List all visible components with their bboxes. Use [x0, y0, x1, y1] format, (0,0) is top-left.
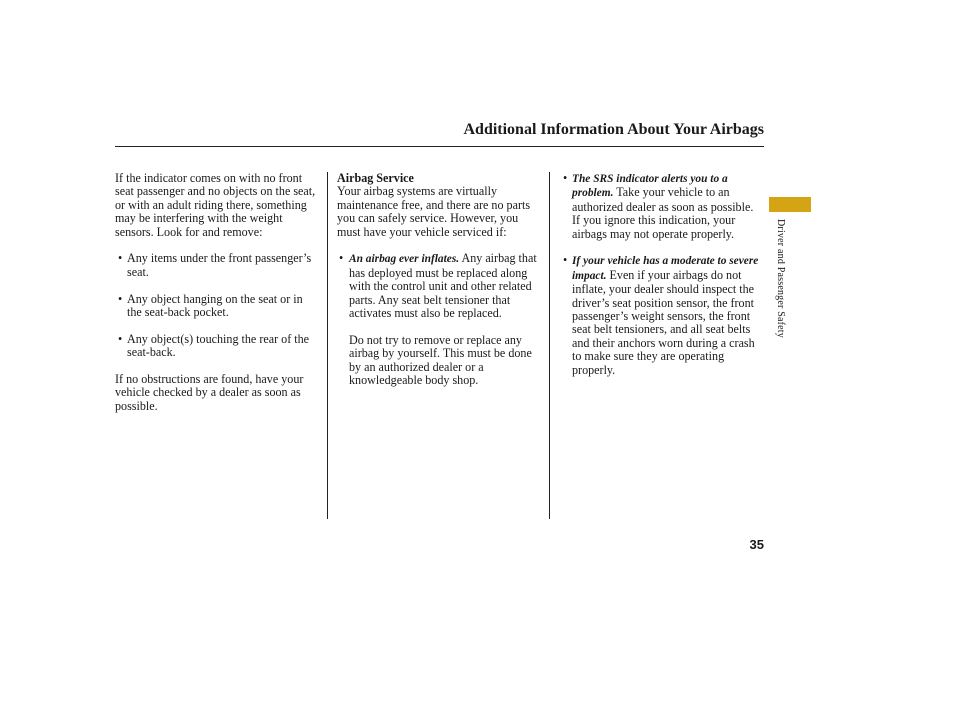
- column-2-intro: Your airbag systems are virtually maintenance free, and there are no parts you can safely service. However, you must have your vehicle serviced if:: [337, 184, 531, 239]
- bullet-icon: •: [118, 291, 123, 306]
- page-number: 35: [749, 537, 764, 552]
- column-2-followup: Do not try to remove or replace any airbag by yourself. This must be done by an authorized dealer or a knowledgeable body shop.: [349, 332, 532, 388]
- list-item-emphasis: An airbag ever inflates.: [349, 253, 460, 266]
- column-2: [337, 172, 543, 387]
- list-item: [564, 254, 759, 377]
- section-tab: [769, 197, 811, 212]
- list-item-text: Any items under the front passenger’s seat.: [127, 251, 312, 279]
- list-item-emphasis: If your vehicle has a moderate to severe impact.: [572, 255, 759, 282]
- list-item-text: Any object hanging on the seat or in the seat-back pocket.: [127, 291, 303, 320]
- list-item-text: Take your vehicle to an authorized dealer as soon as possible. If you ignore this indication, your airbags may not operate properly.: [572, 185, 754, 241]
- bullet-icon: •: [118, 251, 123, 266]
- bullet-icon: •: [563, 253, 568, 268]
- column-1: [115, 172, 319, 413]
- list-item-text: Any airbag that has deployed must be replaced along with the control unit and other related parts. Any seat belt tensioner that activates must also be replaced.: [349, 251, 537, 321]
- list-item: [115, 252, 319, 279]
- list-item-emphasis: The SRS indicator alerts you to a problem.: [572, 173, 728, 200]
- column-divider-2: [549, 172, 550, 519]
- column-1-intro: If the indicator comes on with no front seat passenger and no objects on the seat, or with an adult riding there, something may be interfering with the weight sensors. Look for and remove:: [115, 171, 316, 239]
- section-label: Driver and Passenger Safety: [775, 219, 786, 338]
- list-item: [337, 252, 543, 320]
- title-divider: [115, 146, 764, 147]
- bullet-icon: •: [118, 331, 123, 346]
- list-item: [115, 293, 319, 320]
- column-3: [564, 172, 759, 377]
- list-item: [115, 333, 319, 360]
- list-item: [564, 172, 759, 241]
- column-1-outro: If no obstructions are found, have your vehicle checked by a dealer as soon as possible.: [115, 372, 304, 413]
- column-divider-1: [327, 172, 328, 519]
- bullet-icon: •: [563, 171, 568, 185]
- list-item-text: Any object(s) touching the rear of the seat-back.: [127, 331, 310, 360]
- bullet-icon: •: [339, 251, 344, 266]
- page-title: Additional Information About Your Airbags: [463, 121, 764, 138]
- list-item-text: Even if your airbags do not inflate, your dealer should inspect the driver’s seat position sensor, the front passenger’s weight sensors, the front seat belt tensioners, and all seat belts and their anchors worn during a crash to make sure they are operating properly.: [572, 267, 755, 377]
- section-heading: Airbag Service: [337, 171, 414, 185]
